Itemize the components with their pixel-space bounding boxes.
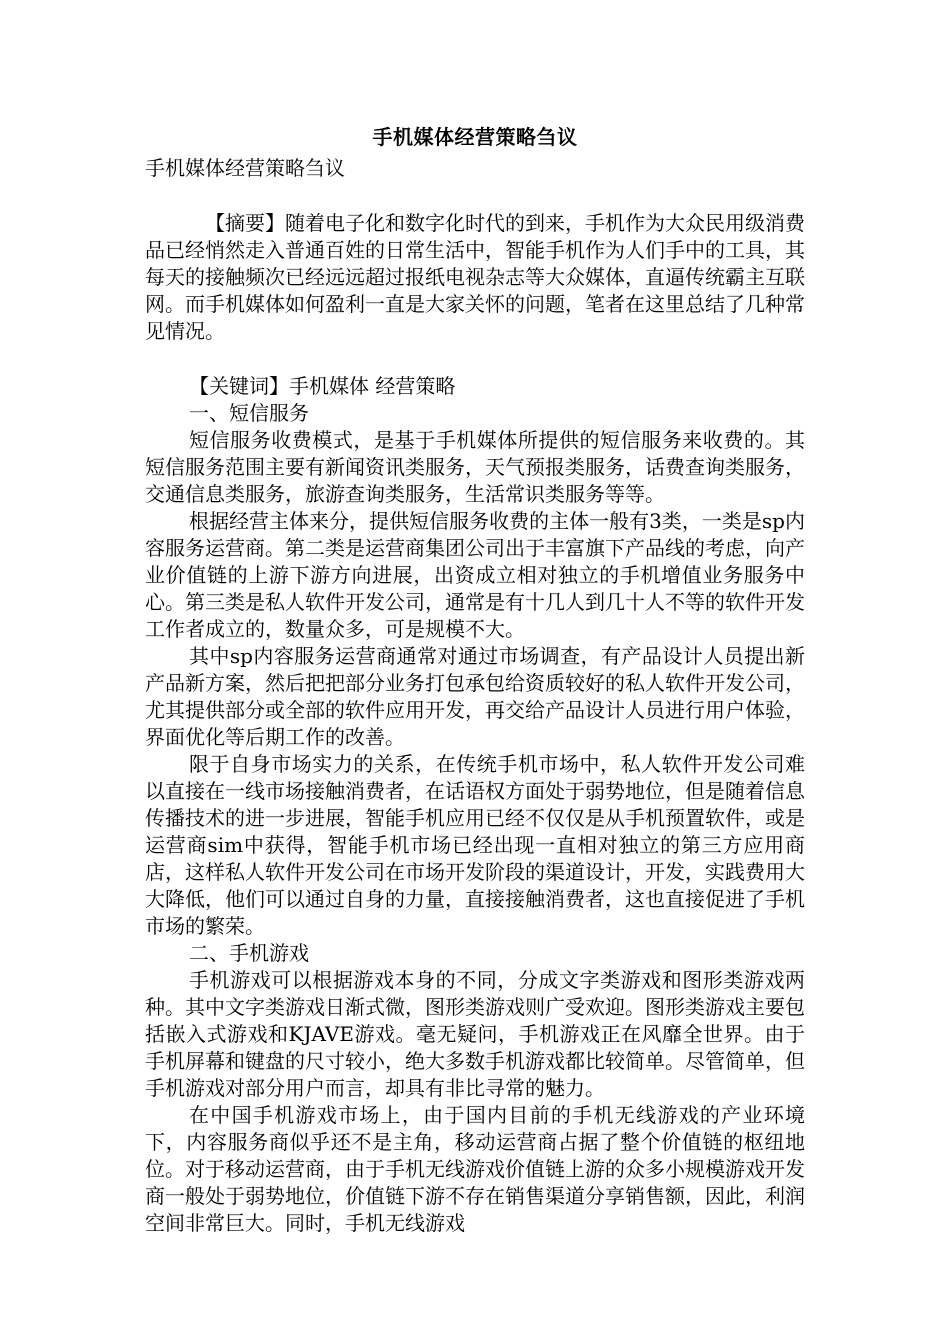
body-paragraph: 限于自身市场实力的关系，在传统手机市场中，私人软件开发公司难以直接在一线市场接触消费者，在话语权方面处于弱势地位，但是随着信息传播技术的进一步进展，智能手机应用已经不仅仅是从手机预置软件，或是运营商sim中获得，智能手机市场已经出现一直相对独立的第三方应用商店，这样私人软件开发公司在市场开发阶段的渠道设计，开发，实践费用大大降低，他们可以通过自身的力量，直接接触消费者，这也直接促进了手机市场的繁荣。 bbox=[145, 752, 805, 938]
spacer bbox=[145, 182, 805, 210]
document-subtitle: 手机媒体经营策略刍议 bbox=[145, 156, 345, 180]
section-heading: 二、手机游戏 bbox=[189, 941, 309, 965]
spacer bbox=[145, 345, 805, 373]
keywords-line: 【关键词】手机媒体 经营策略 bbox=[189, 374, 456, 398]
body-paragraph: 短信服务收费模式，是基于手机媒体所提供的短信服务来收费的。其短信服务范围主要有新闻资讯类服务，天气预报类服务，话费查询类服务，交通信息类服务，旅游查询类服务，生活常识类服务等等。 bbox=[145, 428, 805, 506]
body-paragraph: 在中国手机游戏市场上，由于国内目前的手机无线游戏的产业环境下，内容服务商似乎还不是主角，移动运营商占据了整个价值链的枢纽地位。对于移动运营商，由于手机无线游戏价值链上游的众多小规模游戏开发商一般处于弱势地位，价值链下游不存在销售渠道分享销售额，因此，利润空间非常巨大。同时，手机无线游戏 bbox=[145, 1103, 805, 1235]
document-title: 手机媒体经营策略刍议 bbox=[372, 125, 578, 149]
abstract-paragraph: 【摘要】随着电子化和数字化时代的到来，手机作为大众民用级消费品已经悄然走入普通百姓的日常生活中，智能手机作为人们手中的工具，其每天的接触频次已经远远超过报纸电视杂志等大众媒体，直逼传统霸主互联网。而手机媒体如何盈利一直是大家关怀的问题，笔者在这里总结了几种常见情况。 bbox=[145, 211, 805, 343]
body-paragraph: 其中sp内容服务运营商通常对通过市场调查，有产品设计人员提出新产品新方案，然后把把部分业务打包承包给资质较好的私人软件开发公司，尤其提供部分或全部的软件应用开发，再交给产品设计人员进行用户体验，界面优化等后期工作的改善。 bbox=[145, 644, 805, 749]
document-page bbox=[145, 120, 805, 1237]
body-paragraph: 根据经营主体来分，提供短信服务收费的主体一般有3类，一类是sp内容服务运营商。第二类是运营商集团公司出于丰富旗下产品线的考虑，向产业价值链的上游下游方向进展，出资成立相对独立的手机增值业务服务中心。第三类是私人软件开发公司，通常是有十几人到几十人不等的软件开发工作者成立的，数量众多，可是规模不大。 bbox=[145, 509, 805, 641]
body-paragraph: 手机游戏可以根据游戏本身的不同，分成文字类游戏和图形类游戏两种。其中文字类游戏日渐式微，图形类游戏则广受欢迎。图形类游戏主要包括嵌入式游戏和KJAVE游戏。毫无疑问，手机游戏正在风靡全世界。由于手机屏幕和键盘的尺寸较小，绝大多数手机游戏都比较简单。尽管简单，但手机游戏对部分用户而言，却具有非比寻常的魅力。 bbox=[145, 968, 805, 1100]
section-heading: 一、短信服务 bbox=[189, 401, 309, 425]
